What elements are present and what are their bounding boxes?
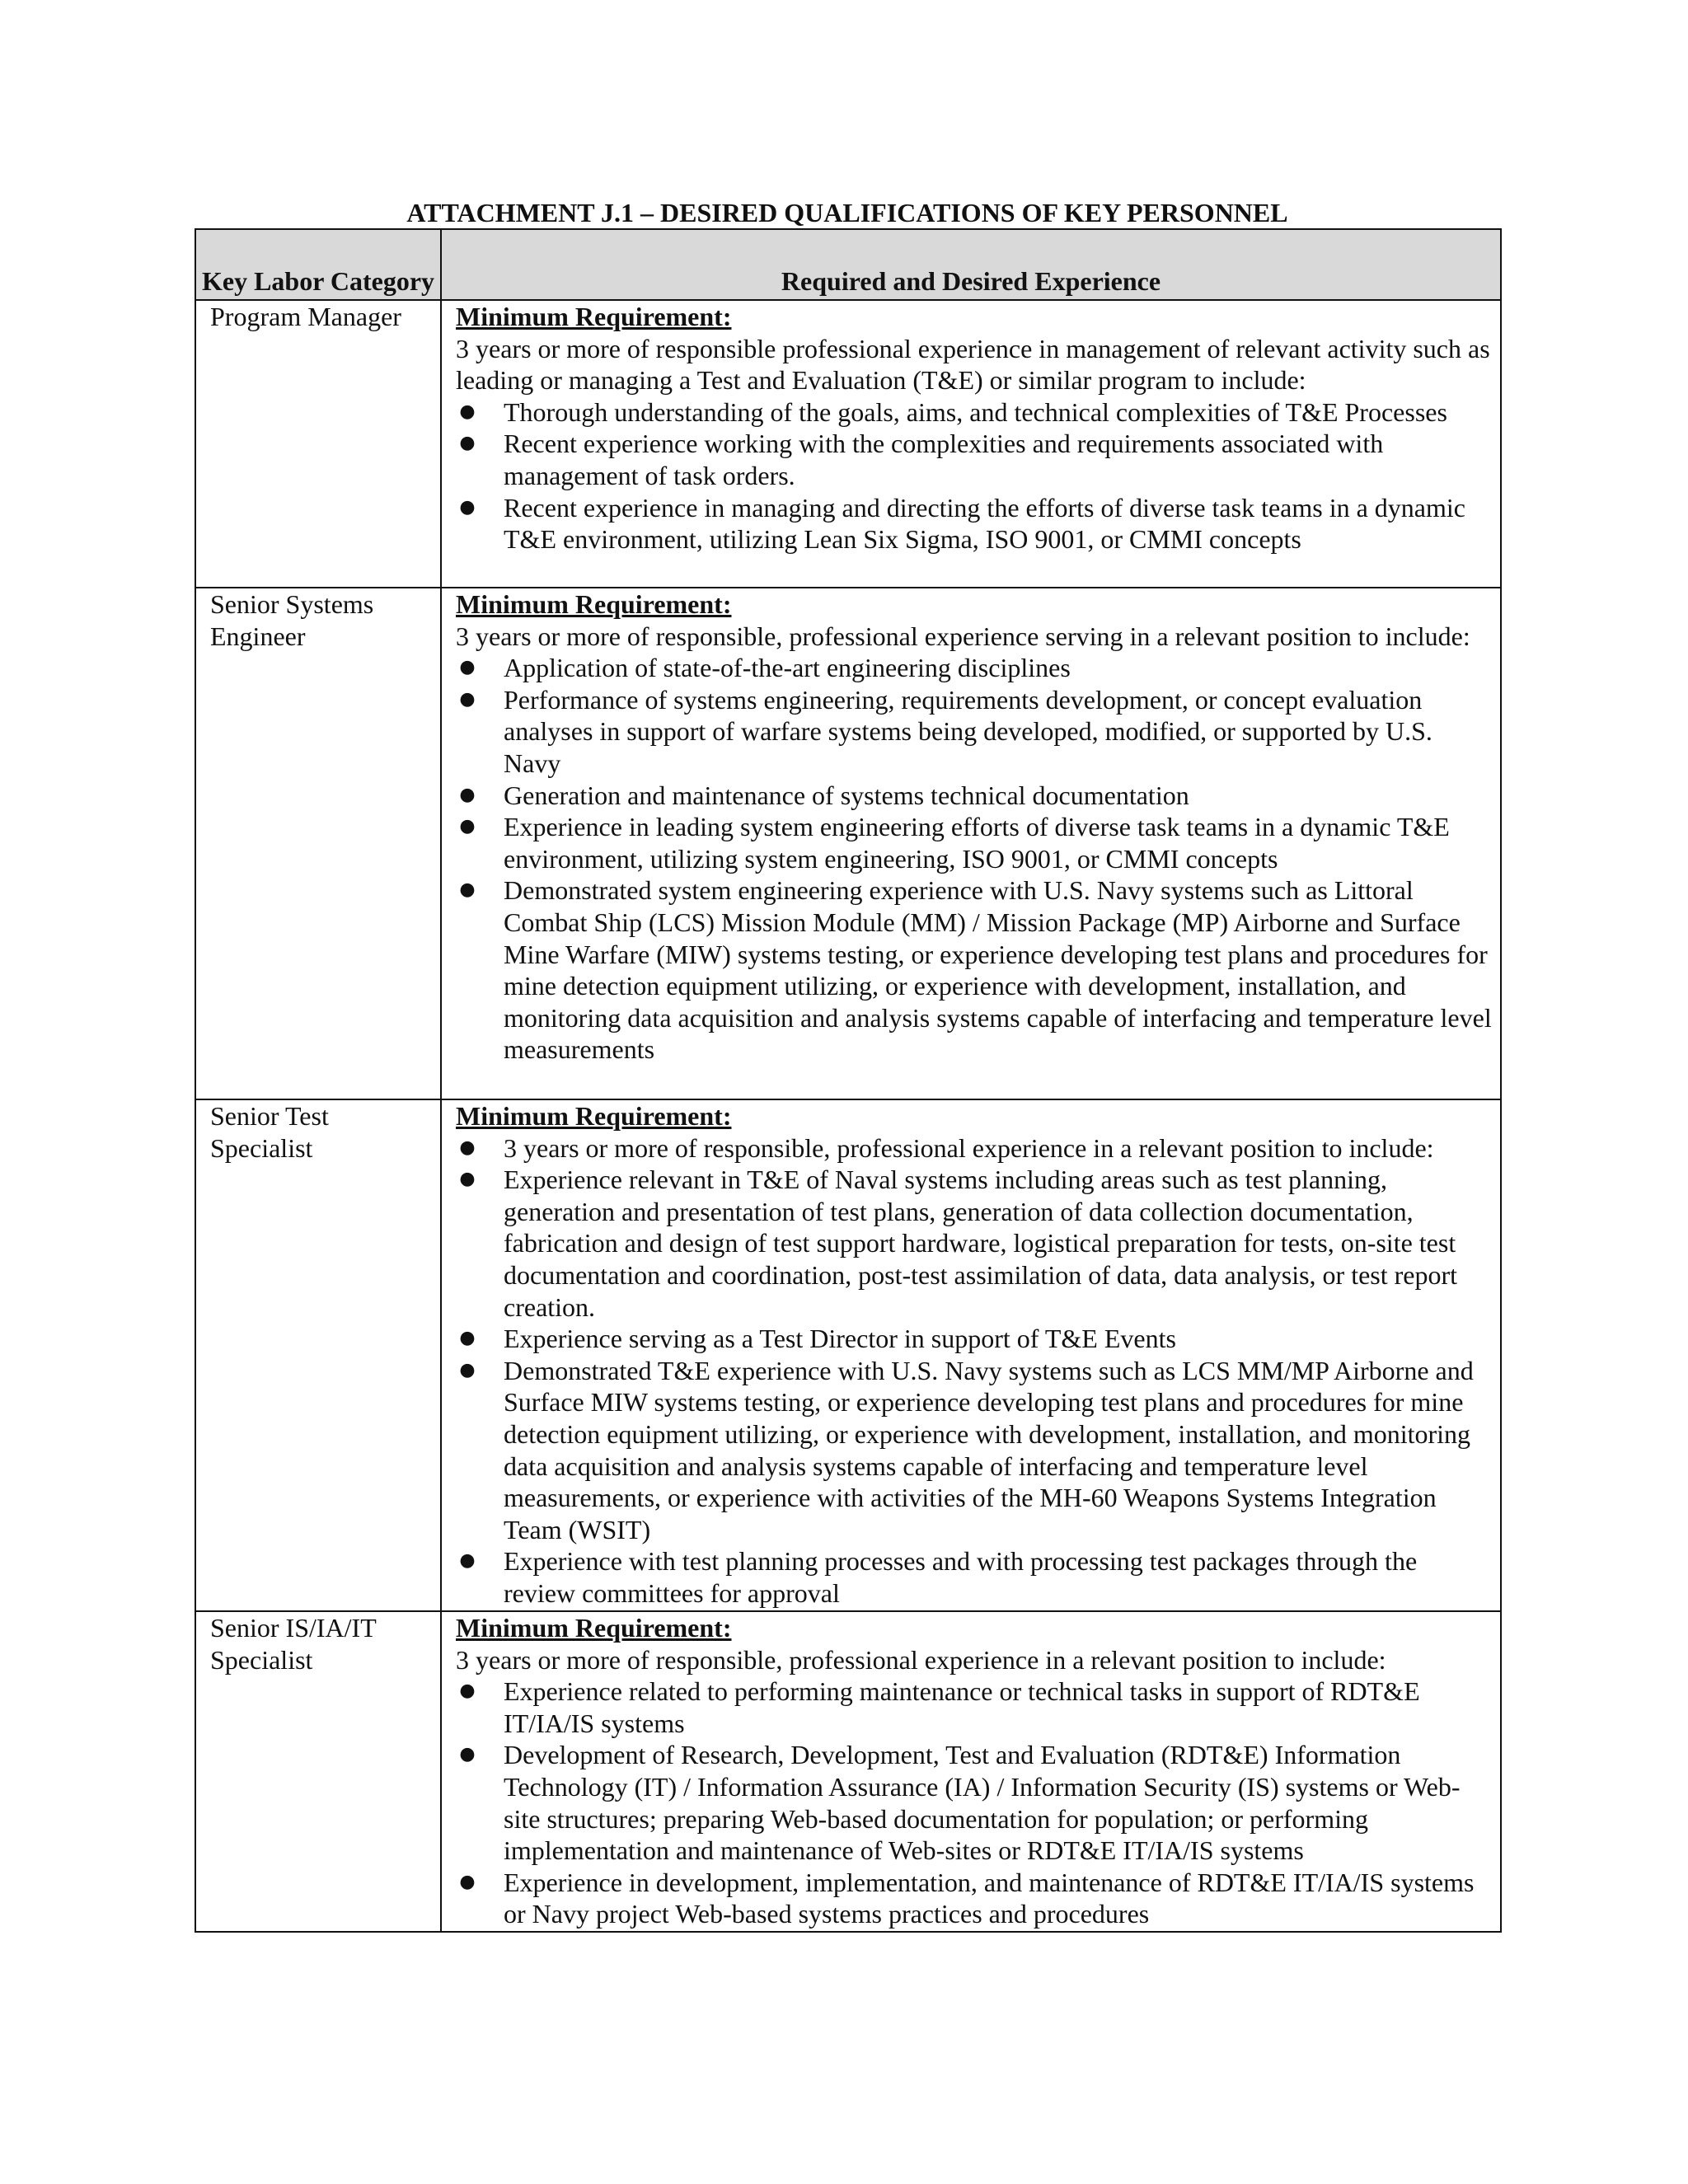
- list-item: [456, 652, 1492, 684]
- bullet-icon: ●: [459, 688, 476, 710]
- bullet-icon: ●: [459, 816, 476, 837]
- list-item: [456, 428, 1492, 491]
- requirement-intro: 3 years or more of responsible, professional experience serving in a relevant position to include:: [456, 621, 1470, 651]
- experience-cell: [441, 1099, 1501, 1611]
- list-item-text: Performance of systems engineering, requirements development, or concept evaluation analyses in support of warfare systems being developed, modified, or supported by U.S. Navy: [504, 684, 1432, 778]
- bullet-icon: ●: [459, 1169, 476, 1190]
- table-row: [195, 300, 1501, 588]
- table-header-row: [195, 229, 1501, 300]
- requirement-list: [456, 1132, 1492, 1610]
- list-item-text: Experience in development, implementation, and maintenance of RDT&E IT/IA/IS systems or Navy project Web-based systems practices and procedures: [504, 1867, 1475, 1929]
- experience-cell: [441, 588, 1501, 1099]
- bullet-icon: ●: [459, 1744, 476, 1765]
- category-cell: [195, 300, 441, 588]
- list-item: [456, 492, 1492, 555]
- bullet-icon: ●: [459, 1550, 476, 1572]
- list-item: [456, 1323, 1492, 1355]
- qualifications-table: [195, 228, 1502, 1933]
- requirement-list: [456, 1675, 1492, 1930]
- category-cell: [195, 588, 441, 1099]
- list-item-text: Experience in leading system engineering efforts of diverse task teams in a dynamic T&E environment, utilizing system engineering, ISO 9001, or CMMI concepts: [504, 812, 1450, 874]
- category-label: Program Manager: [210, 302, 401, 331]
- list-item: [456, 1355, 1492, 1546]
- bullet-icon: ●: [459, 784, 476, 805]
- requirement-list: [456, 652, 1492, 1066]
- header-experience-label: Required and Desired Experience: [781, 266, 1161, 297]
- list-item-text: 3 years or more of responsible, professional experience in a relevant position to include:: [504, 1132, 1434, 1163]
- list-item: [456, 1545, 1492, 1609]
- header-required-desired-experience: [441, 229, 1501, 300]
- list-item: [456, 396, 1492, 429]
- list-item-text: Demonstrated T&E experience with U.S. Navy systems such as LCS MM/MP Airborne and Surface MIW systems testing, or experience developing test plans and procedures for mine detection equipment utilizing, or experience with development, installation, and monitoring data acquisition and analysis systems capable of interfacing and temperature level measurements, or experience with activities of the MH-60 Weapons Systems Integration Team (WSIT): [504, 1355, 1474, 1544]
- bullet-icon: ●: [459, 657, 476, 678]
- bullet-icon: ●: [459, 879, 476, 901]
- bullet-icon: ●: [459, 496, 476, 518]
- list-item: [456, 780, 1492, 812]
- list-item-text: Application of state-of-the-art engineering disciplines: [504, 653, 1071, 683]
- list-item-text: Recent experience in managing and directing the efforts of diverse task teams in a dynamic T&E environment, utilizing Lean Six Sigma, ISO 9001, or CMMI concepts: [504, 492, 1465, 555]
- list-item-text: Experience serving as a Test Director in support of T&E Events: [504, 1324, 1176, 1354]
- bullet-icon: ●: [459, 1137, 476, 1158]
- list-item-text: Demonstrated system engineering experience with U.S. Navy systems such as Littoral Combat Ship (LCS) Mission Module (MM) / Mission Package (MP) Airborne and Surface Mine Warfare (MIW) systems testing, or experience developing test plans and procedures for mine detection equipment utilizing, or experience with development, installation, and monitoring data acquisition and analysis systems capable of interfacing and temperature level measurements: [504, 875, 1492, 1065]
- category-cell: [195, 1611, 441, 1932]
- minimum-requirement-heading: Minimum Requirement:: [456, 1101, 732, 1131]
- list-item: [456, 1132, 1492, 1165]
- bullet-icon: ●: [459, 433, 476, 454]
- minimum-requirement-heading: Minimum Requirement:: [456, 302, 732, 331]
- bullet-icon: ●: [459, 1871, 476, 1892]
- category-label: Senior Systems Engineer: [210, 589, 374, 651]
- list-item: [456, 1739, 1492, 1866]
- page-title: ATTACHMENT J.1 – DESIRED QUALIFICATIONS OF KEY PERSONNEL: [406, 198, 1288, 227]
- category-label: Senior IS/IA/IT Specialist: [210, 1613, 377, 1675]
- experience-cell: [441, 1611, 1501, 1932]
- list-item-text: Development of Research, Development, Test and Evaluation (RDT&E) Information Technology (IT) / Information Assurance (IA) / Information Security (IS) systems or Web-site structures; preparing Web-based documentation for population; or performing implementation and maintenance of Web-sites or RDT&E IT/IA/IS systems: [504, 1740, 1461, 1866]
- header-category-label: Key Labor Category: [201, 266, 435, 297]
- category-cell: [195, 1099, 441, 1611]
- list-item: [456, 684, 1492, 780]
- table-row: [195, 1611, 1501, 1932]
- list-item: [456, 874, 1492, 1066]
- bullet-icon: ●: [459, 1680, 476, 1702]
- table-row: [195, 588, 1501, 1099]
- bullet-icon: ●: [459, 1328, 476, 1349]
- experience-cell: [441, 300, 1501, 588]
- list-item-text: Experience related to performing maintenance or technical tasks in support of RDT&E IT/IA/IS systems: [504, 1676, 1420, 1738]
- list-item-text: Experience relevant in T&E of Naval systems including areas such as test planning, generation and presentation of test plans, generation of data collection documentation, fabrication and design of test support hardware, logistical preparation for tests, on-site test documentation and coordination, post-test assimilation of data, data analysis, or test report creation.: [504, 1165, 1458, 1322]
- requirement-intro: 3 years or more of responsible, professional experience in a relevant position to include:: [456, 1644, 1386, 1675]
- category-label: Senior Test Specialist: [210, 1101, 329, 1163]
- list-item: [456, 1675, 1492, 1739]
- list-item-text: Experience with test planning processes and with processing test packages through the review committees for approval: [504, 1546, 1418, 1608]
- table-row: [195, 1099, 1501, 1611]
- list-item: [456, 811, 1492, 874]
- bullet-icon: ●: [459, 401, 476, 422]
- list-item: [456, 1164, 1492, 1323]
- list-item-text: Generation and maintenance of systems technical documentation: [504, 780, 1189, 810]
- list-item-text: Thorough understanding of the goals, aims, and technical complexities of T&E Processes: [504, 396, 1447, 427]
- list-item-text: Recent experience working with the complexities and requirements associated with management of task orders.: [504, 429, 1384, 490]
- requirement-list: [456, 396, 1492, 555]
- bullet-icon: ●: [459, 1359, 476, 1380]
- list-item: [456, 1867, 1492, 1930]
- minimum-requirement-heading: Minimum Requirement:: [456, 1613, 732, 1643]
- minimum-requirement-heading: Minimum Requirement:: [456, 589, 732, 619]
- requirement-intro: 3 years or more of responsible professional experience in management of relevant activity such as leading or managing a Test and Evaluation (T&E) or similar program to include:: [456, 333, 1490, 396]
- header-key-labor-category: [195, 229, 441, 300]
